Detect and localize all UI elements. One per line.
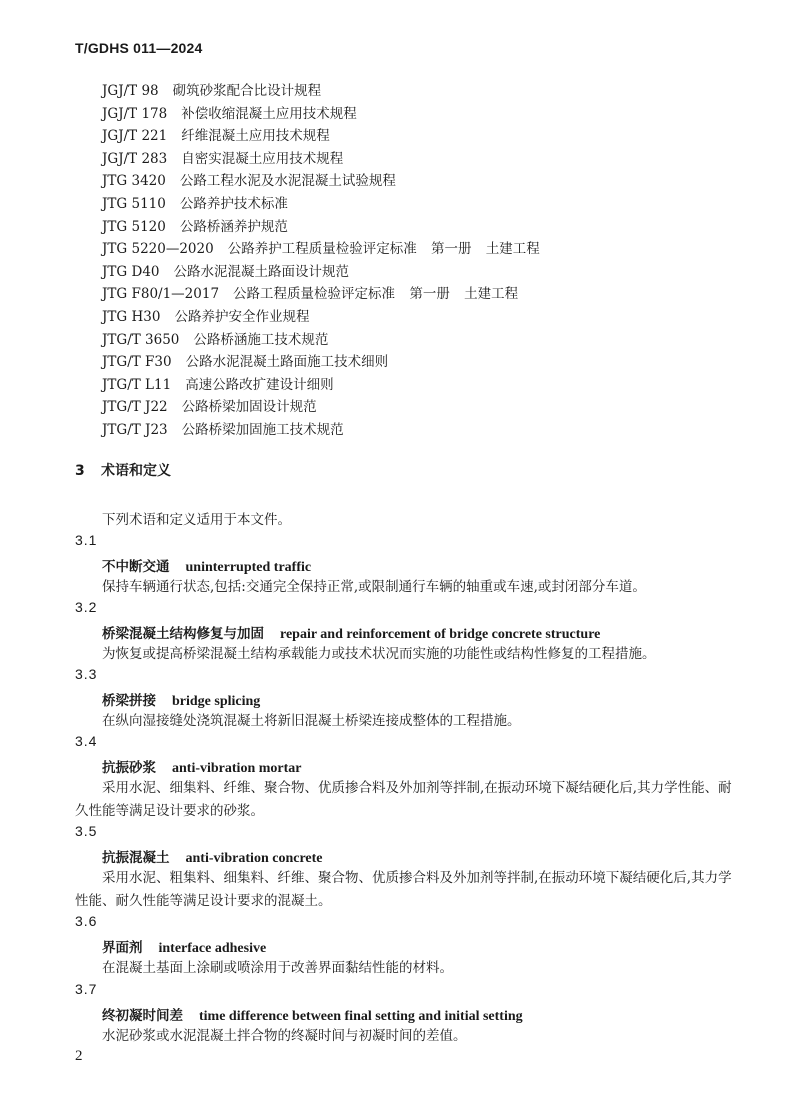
section-title: 术语和定义: [101, 463, 171, 479]
reference-code: JTG D40: [102, 263, 160, 280]
term-name-en: bridge splicing: [172, 694, 261, 709]
reference-item: [102, 261, 540, 284]
term-name-zh: 界面剂: [102, 940, 143, 956]
reference-code: JGJ/T 178: [102, 105, 168, 122]
reference-code: JTG F80/1—2017: [102, 286, 220, 303]
reference-item: [102, 329, 540, 352]
reference-title: 纤维混凝土应用技术规程: [181, 128, 330, 145]
reference-item: [102, 306, 540, 329]
reference-title: 公路桥梁加固设计规范: [181, 399, 317, 416]
term-name: [102, 622, 600, 643]
reference-title: 公路养护工程质量检验评定标准 第一册 土建工程: [227, 241, 540, 258]
term-definition: 为恢复或提高桥梁混凝土结构承载能力或技术状况而实施的功能性或结构性修复的工程措施。: [102, 646, 656, 662]
term-name: [102, 1004, 523, 1025]
reference-title: 公路桥涵养护规范: [179, 218, 288, 235]
term-name: [102, 846, 323, 867]
page-number: 2: [75, 1048, 83, 1064]
section-heading: [75, 460, 171, 480]
reference-item: [102, 170, 540, 193]
term-name-en: uninterrupted traffic: [185, 560, 312, 575]
term-number: 3.4: [75, 733, 98, 749]
term-number: 3.5: [75, 823, 98, 839]
term-name-zh: 不中断交通: [102, 559, 170, 575]
term-number: 3.6: [75, 913, 98, 929]
term-name-en: repair and reinforcement of bridge concrete structure: [280, 627, 601, 642]
reference-code: JTG/T L11: [102, 376, 172, 393]
term-definition: 水泥砂浆或水泥混凝土拌合物的终凝时间与初凝时间的差值。: [102, 1028, 467, 1044]
term-name-zh: 终初凝时间差: [102, 1008, 183, 1024]
reference-item: [102, 216, 540, 239]
term-definition: 在纵向湿接缝处浇筑混凝土将新旧混凝土桥梁连接成整体的工程措施。: [102, 713, 521, 729]
term-name-en: time difference between final setting and initial setting: [199, 1009, 523, 1024]
reference-title: 公路水泥混凝土路面设计规范: [173, 263, 349, 280]
reference-item: [102, 351, 540, 374]
reference-code: JTG 5110: [102, 195, 166, 212]
reference-title: 自密实混凝土应用技术规程: [181, 150, 344, 167]
reference-title: 高速公路改扩建设计细则: [185, 376, 334, 393]
term-name: [102, 756, 301, 777]
reference-code: JGJ/T 98: [102, 83, 159, 99]
section-intro: 下列术语和定义适用于本文件。: [102, 512, 291, 528]
term-name-zh: 抗振砂浆: [102, 760, 156, 776]
reference-item: [102, 103, 540, 126]
term-number: 3.2: [75, 599, 98, 615]
reference-item: [102, 283, 540, 306]
normative-references-list: [102, 80, 540, 442]
reference-code: JGJ/T 283: [102, 150, 168, 167]
reference-code: JTG/T J23: [102, 421, 168, 438]
reference-title: 公路桥涵施工技术规范: [193, 331, 329, 348]
reference-title: 公路桥梁加固施工技术规范: [181, 421, 344, 438]
term-name: [102, 689, 260, 710]
reference-item: [102, 396, 540, 419]
term-name-en: interface adhesive: [158, 941, 267, 956]
section-number: 3: [75, 463, 85, 479]
term-name-zh: 抗振混凝土: [102, 850, 170, 866]
reference-title: 补偿收缩混凝土应用技术规程: [181, 105, 357, 122]
reference-code: JTG/T F30: [102, 354, 172, 371]
reference-item: [102, 193, 540, 216]
reference-code: JTG H30: [102, 308, 161, 325]
reference-code: JTG/T J22: [102, 399, 168, 416]
reference-code: JGJ/T 221: [102, 128, 168, 145]
term-definition: 采用水泥、粗集料、细集料、纤维、聚合物、优质掺合料及外加剂等拌制,在振动环境下凝结硬化后,其力学性能、耐久性能等满足设计要求的混凝土。: [75, 870, 732, 909]
reference-title: 砌筑砂浆配合比设计规程: [172, 83, 322, 99]
reference-code: JTG 5220—2020: [102, 241, 214, 258]
term-definition: 采用水泥、细集料、纤维、聚合物、优质掺合料及外加剂等拌制,在振动环境下凝结硬化后,其力学性能、耐久性能等满足设计要求的砂浆。: [75, 780, 732, 819]
term-number: 3.7: [75, 981, 98, 997]
reference-item: [102, 80, 540, 103]
term-name-en: anti-vibration mortar: [172, 761, 302, 776]
term-number: 3.1: [75, 532, 98, 548]
reference-title: 公路养护安全作业规程: [174, 308, 310, 325]
term-definition: 在混凝土基面上涂刷或喷涂用于改善界面黏结性能的材料。: [102, 960, 453, 976]
term-number: 3.3: [75, 666, 98, 682]
reference-title: 公路工程质量检验评定标准 第一册 土建工程: [233, 286, 519, 303]
term-name: [102, 555, 311, 576]
term-name-zh: 桥梁拼接: [102, 693, 156, 709]
reference-item: [102, 419, 540, 442]
reference-code: JTG 5120: [102, 218, 166, 235]
reference-item: [102, 148, 540, 171]
reference-item: [102, 238, 540, 261]
reference-code: JTG 3420: [102, 173, 166, 190]
reference-item: [102, 125, 540, 148]
reference-item: [102, 374, 540, 397]
reference-title: 公路养护技术标准: [179, 195, 288, 212]
reference-title: 公路工程水泥及水泥混凝土试验规程: [179, 173, 396, 190]
term-name: [102, 936, 266, 957]
document-code-header: T/GDHS 011—2024: [75, 40, 203, 56]
term-name-zh: 桥梁混凝土结构修复与加固: [102, 626, 264, 642]
term-name-en: anti-vibration concrete: [185, 851, 323, 866]
reference-title: 公路水泥混凝土路面施工技术细则: [185, 354, 389, 371]
term-definition: 保持车辆通行状态,包括:交通完全保持正常,或限制通行车辆的轴重或车速,或封闭部分车道。: [102, 579, 646, 595]
reference-code: JTG/T 3650: [102, 331, 180, 348]
